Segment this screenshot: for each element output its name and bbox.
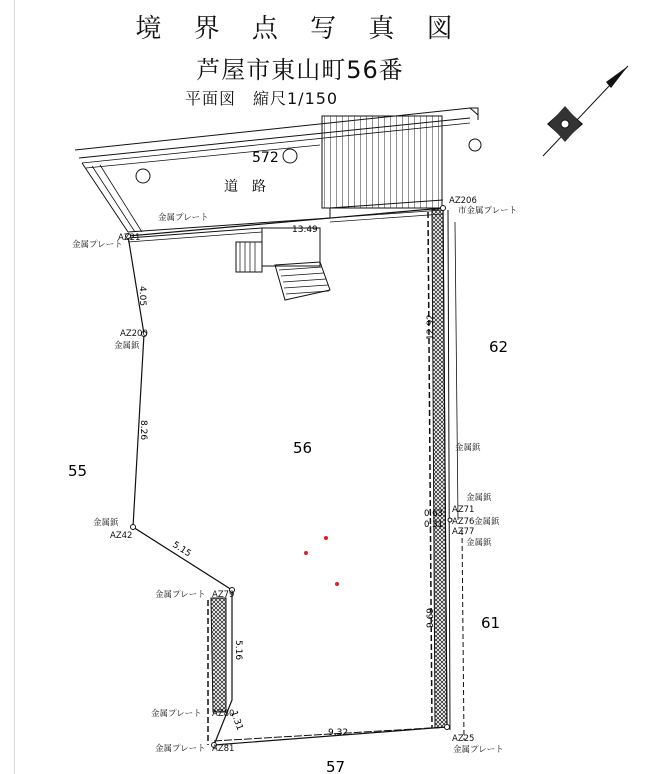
point-az206-label: AZ206 — [449, 196, 477, 206]
road-area — [75, 108, 481, 242]
manhole-icon — [469, 139, 481, 151]
marker-city-plate-label: 市金属プレート — [458, 206, 518, 216]
marker-plate-label: 金属プレート — [72, 240, 123, 250]
point-az21-label: AZ21 — [118, 233, 141, 243]
marker-pin-label: 金属鋲 — [466, 493, 492, 503]
survey-dot — [304, 551, 308, 555]
distance-bottom: 9.32 — [328, 728, 349, 738]
lot-56-boundary — [128, 208, 447, 745]
point-az79-label: AZ79 — [212, 590, 235, 600]
point-az81-label: AZ81 — [212, 744, 235, 754]
stairs-icon — [322, 116, 442, 208]
manhole-icon — [136, 169, 150, 183]
distance-east-lower: 9.69 — [426, 607, 436, 628]
point-az25-label: AZ25 — [452, 734, 475, 744]
point-az80-label: AZ80 — [212, 709, 235, 719]
distance-west-middle: 8.26 — [138, 420, 148, 441]
north-arrow-icon — [543, 66, 628, 156]
drawing-title: 境 界 点 写 真 図 — [135, 14, 465, 44]
lot-61-label: 61 — [481, 614, 501, 632]
marker-plate-label: 金属プレート — [151, 709, 202, 719]
distance-east-gap-b: 0.31 — [424, 520, 443, 530]
point-az76-label: AZ76 — [452, 517, 475, 527]
distance-east-upper: 12.92 — [426, 314, 436, 340]
distance-southwest-short: 1.31 — [228, 709, 245, 732]
marker-pin-label: 金属鋲 — [466, 538, 492, 548]
marker-pin-label: 金属鋲 — [93, 518, 119, 528]
boundary-points — [126, 206, 453, 748]
distance-southwest-diagonal: 5.15 — [170, 540, 193, 560]
distance-top: 13.49 — [292, 225, 318, 235]
lot-55-label: 55 — [68, 462, 88, 480]
manhole-icon — [283, 149, 297, 163]
marker-plate-label: 金属プレート — [453, 745, 504, 755]
marker-pin-label: 金属鋲 — [474, 517, 500, 527]
distance-west-lower: 5.16 — [233, 640, 243, 661]
point-az77-label: AZ77 — [452, 527, 475, 537]
survey-dot — [335, 582, 339, 586]
drawing-location: 芦屋市東山町56番 — [196, 56, 404, 84]
distance-east-gap-a: 0.63 — [424, 509, 443, 519]
lot-62-label: 62 — [489, 338, 509, 356]
marker-pin-label: 金属鋲 — [114, 341, 140, 351]
drawing-scale: 平面図 縮尺1/150 — [185, 89, 339, 108]
point-az42-label: AZ42 — [110, 531, 133, 541]
marker-plate-label: 金属プレート — [155, 744, 206, 754]
marker-pin-label: 金属鋲 — [455, 443, 481, 453]
point-az200-label: AZ200 — [120, 329, 148, 339]
east-wall — [428, 208, 464, 740]
marker-plate-label: 金属プレート — [155, 590, 206, 600]
survey-dot — [324, 536, 328, 540]
lot-56-label: 56 — [293, 439, 313, 457]
lot-57-label: 57 — [326, 758, 346, 774]
road-label: 道 路 — [224, 179, 266, 195]
road-number: 572 — [252, 150, 279, 166]
marker-plate-label: 金属プレート — [158, 213, 209, 223]
distance-west-upper: 4.05 — [137, 286, 147, 307]
point-az71-label: AZ71 — [452, 505, 475, 515]
